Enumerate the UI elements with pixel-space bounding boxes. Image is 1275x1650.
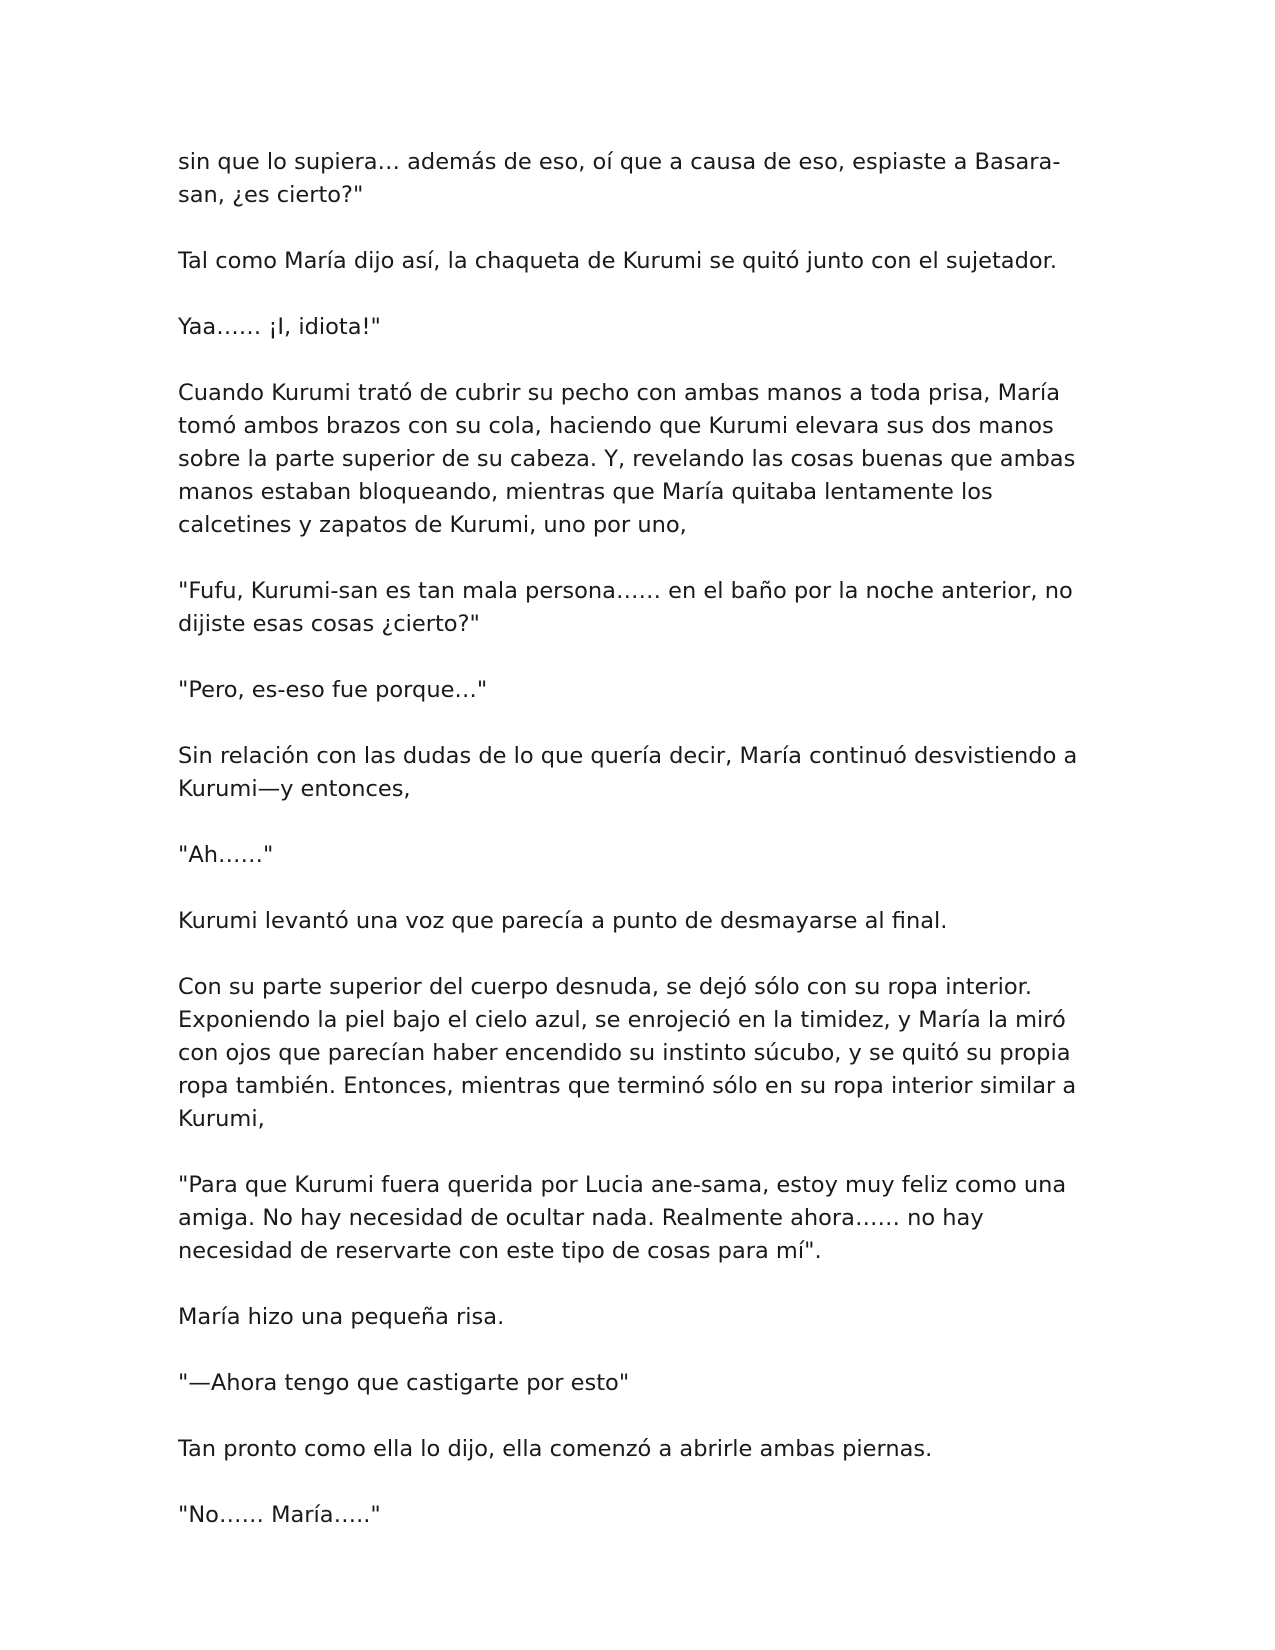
paragraph: Con su parte superior del cuerpo desnuda, se dejó sólo con su ropa interior. Exponiendo la piel bajo el cielo azul, se enrojeció en la timidez, y María la miró con ojos que parecían haber encendido su instinto súcubo, y se quitó su propia ropa también. Entonces, mientras que terminó sólo en su ropa interior similar a Kurumi, bbox=[178, 974, 1077, 1132]
paragraph: Kurumi levantó una voz que parecía a punto de desmayarse al final. bbox=[178, 908, 948, 934]
paragraph: "Pero, es-eso fue porque…" bbox=[178, 677, 488, 703]
paragraph: Yaa…… ¡I, idiota!" bbox=[178, 314, 381, 340]
paragraph: "Fufu, Kurumi-san es tan mala persona…… en el baño por la noche anterior, no dijiste esas cosas ¿cierto?" bbox=[178, 578, 1073, 637]
paragraph: "—Ahora tengo que castigarte por esto" bbox=[178, 1370, 630, 1396]
paragraph: "Para que Kurumi fuera querida por Lucia ane-sama, estoy muy feliz como una amiga. No hay necesidad de ocultar nada. Realmente ahora…… no hay necesidad de reservarte con este tipo de cosas para mí". bbox=[178, 1172, 1067, 1264]
paragraph: María hizo una pequeña risa. bbox=[178, 1304, 505, 1330]
document-body bbox=[178, 146, 1098, 1565]
paragraph: Tan pronto como ella lo dijo, ella comenzó a abrirle ambas piernas. bbox=[178, 1436, 933, 1462]
paragraph: sin que lo supiera… además de eso, oí que a causa de eso, espiaste a Basara-san, ¿es cierto?" bbox=[178, 149, 1061, 208]
paragraph: Sin relación con las dudas de lo que quería decir, María continuó desvistiendo a Kurumi—y entonces, bbox=[178, 743, 1078, 802]
paragraph: "No…… María….." bbox=[178, 1502, 381, 1528]
paragraph: "Ah……" bbox=[178, 842, 274, 868]
paragraph: Tal como María dijo así, la chaqueta de Kurumi se quitó junto con el sujetador. bbox=[178, 248, 1057, 274]
paragraph: Cuando Kurumi trató de cubrir su pecho con ambas manos a toda prisa, María tomó ambos brazos con su cola, haciendo que Kurumi elevara sus dos manos sobre la parte superior de su cabeza. Y, revelando las cosas buenas que ambas manos estaban bloqueando, mientras que María quitaba lentamente los calcetines y zapatos de Kurumi, uno por uno, bbox=[178, 380, 1076, 538]
